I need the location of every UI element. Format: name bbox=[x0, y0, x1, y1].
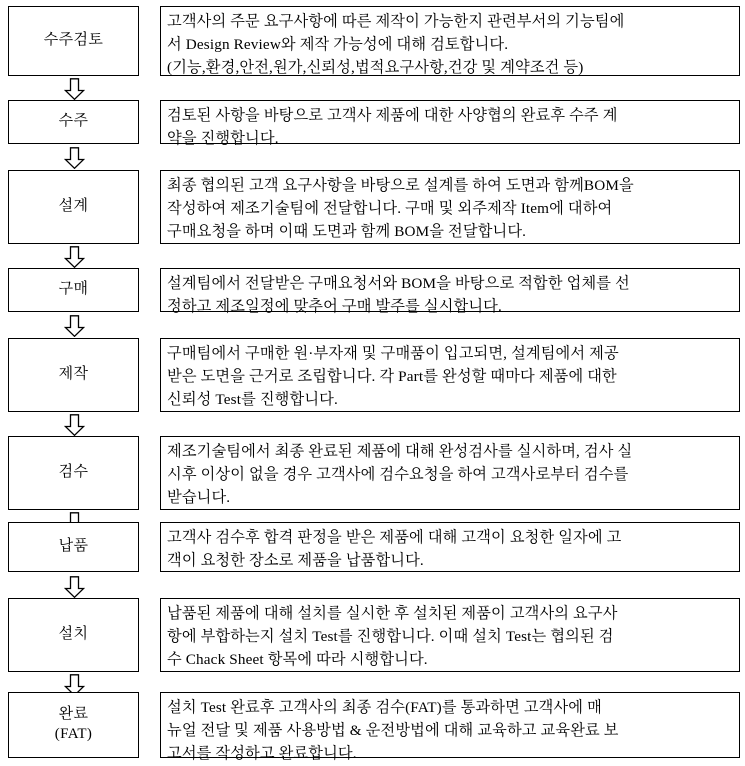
stage-label: 수주 bbox=[58, 113, 89, 130]
down-block-arrow-icon bbox=[64, 315, 85, 337]
stage-box-design[interactable] bbox=[8, 170, 139, 244]
description-box-order-receipt bbox=[160, 100, 740, 148]
description-line: 서 Design Review와 제작 가능성에 대해 검토합니다. bbox=[167, 36, 509, 54]
description-box-inspection bbox=[160, 436, 740, 510]
description-line: 신뢰성 Test를 진행합니다. bbox=[167, 391, 338, 409]
description-line: 수 Chack Sheet 항목에 따라 시행합니다. bbox=[167, 651, 428, 669]
stage-box-order-review[interactable] bbox=[8, 6, 139, 76]
description-box-delivery bbox=[160, 522, 740, 572]
description-box-design bbox=[160, 170, 740, 244]
stage-box-order-receipt[interactable] bbox=[8, 100, 139, 144]
description-line: 뉴얼 전달 및 제품 사용방법 & 운전방법에 대해 교육하고 교육완료 보 bbox=[167, 722, 619, 740]
description-box-manufacturing bbox=[160, 338, 740, 412]
stage-label: 설계 bbox=[58, 198, 89, 215]
stage-label: 납품 bbox=[58, 538, 89, 555]
description-line: 설치 Test 완료후 고객사의 최종 검수(FAT)를 통과하면 고객사에 매 bbox=[167, 699, 602, 716]
description-line: 최종 협의된 고객 요구사항을 바탕으로 설계를 하여 도면과 함께BOM을 bbox=[167, 177, 634, 194]
description-line: 작성하여 제조기술팀에 전달합니다. 구매 및 외주제작 Item에 대하여 bbox=[167, 200, 613, 218]
description-box-order-review bbox=[160, 6, 740, 76]
stage-box-inspection[interactable] bbox=[8, 436, 139, 510]
description-line: 객이 요청한 장소로 제품을 납품합니다. bbox=[167, 552, 424, 570]
description-line: 고객사 검수후 합격 판정을 받은 제품에 대해 고객이 요청한 일자에 고 bbox=[167, 529, 622, 546]
stage-label: 설치 bbox=[58, 626, 89, 643]
description-line: 검토된 사항을 바탕으로 고객사 제품에 대한 사양협의 완료후 수주 계 bbox=[167, 107, 618, 124]
down-block-arrow-icon bbox=[64, 414, 85, 436]
description-line: 납품된 제품에 대해 설치를 실시한 후 설치된 제품이 고객사의 요구사 bbox=[167, 605, 618, 622]
description-line: 구매요청을 하며 이때 도면과 함께 BOM을 전달합니다. bbox=[167, 223, 527, 241]
description-line: 받습니다. bbox=[167, 489, 231, 507]
description-line: 설계팀에서 전달받은 구매요청서와 BOM을 바탕으로 적합한 업체를 선 bbox=[167, 275, 630, 292]
stage-label: 제작 bbox=[58, 366, 89, 383]
stage-label: 수주검토 bbox=[43, 32, 104, 49]
description-line: 약을 진행합니다. bbox=[167, 130, 279, 148]
description-box-installation bbox=[160, 598, 740, 672]
description-line: 제조기술팀에서 최종 완료된 제품에 대해 완성검사를 실시하며, 검사 실 bbox=[167, 443, 633, 460]
description-line: 고객사의 주문 요구사항에 따른 제작이 가능한지 관련부서의 기능팀에 bbox=[167, 13, 625, 30]
description-line: 받은 도면을 근거로 조립합니다. 각 Part를 완성할 때마다 제품에 대한 bbox=[167, 368, 617, 386]
down-block-arrow-icon bbox=[64, 78, 85, 100]
description-line: 항에 부합하는지 설치 Test를 진행합니다. 이때 설치 Test는 협의된 검 bbox=[167, 628, 614, 646]
stage-box-manufacturing[interactable] bbox=[8, 338, 139, 412]
stage-label: 완료 bbox=[58, 706, 89, 723]
description-line: 구매팀에서 구매한 원·부자재 및 구매품이 입고되면, 설계팀에서 제공 bbox=[167, 345, 619, 362]
down-block-arrow-icon bbox=[64, 246, 85, 268]
stage-box-completion-fat[interactable] bbox=[8, 692, 139, 758]
down-block-arrow-icon bbox=[64, 147, 85, 169]
stage-box-purchase[interactable] bbox=[8, 268, 139, 312]
stage-box-installation[interactable] bbox=[8, 598, 139, 672]
description-line: 시후 이상이 없을 경우 고객사에 검수요청을 하여 고객사로부터 검수를 bbox=[167, 466, 629, 484]
description-line: (기능,환경,안전,원가,신뢰성,법적요구사항,건강 및 계약조건 등) bbox=[167, 59, 584, 77]
stage-label: 구매 bbox=[58, 281, 89, 298]
stage-box-delivery[interactable] bbox=[8, 522, 139, 572]
description-box-completion-fat bbox=[160, 692, 740, 763]
description-line: 고서를 작성하고 완료합니다. bbox=[167, 745, 357, 763]
down-block-arrow-icon bbox=[64, 576, 85, 598]
description-line: 정하고 제조일정에 맞추어 구매 발주를 실시합니다. bbox=[167, 298, 502, 316]
stage-label: 검수 bbox=[58, 464, 89, 481]
stage-label: (FAT) bbox=[54, 726, 93, 742]
description-box-purchase bbox=[160, 268, 740, 316]
